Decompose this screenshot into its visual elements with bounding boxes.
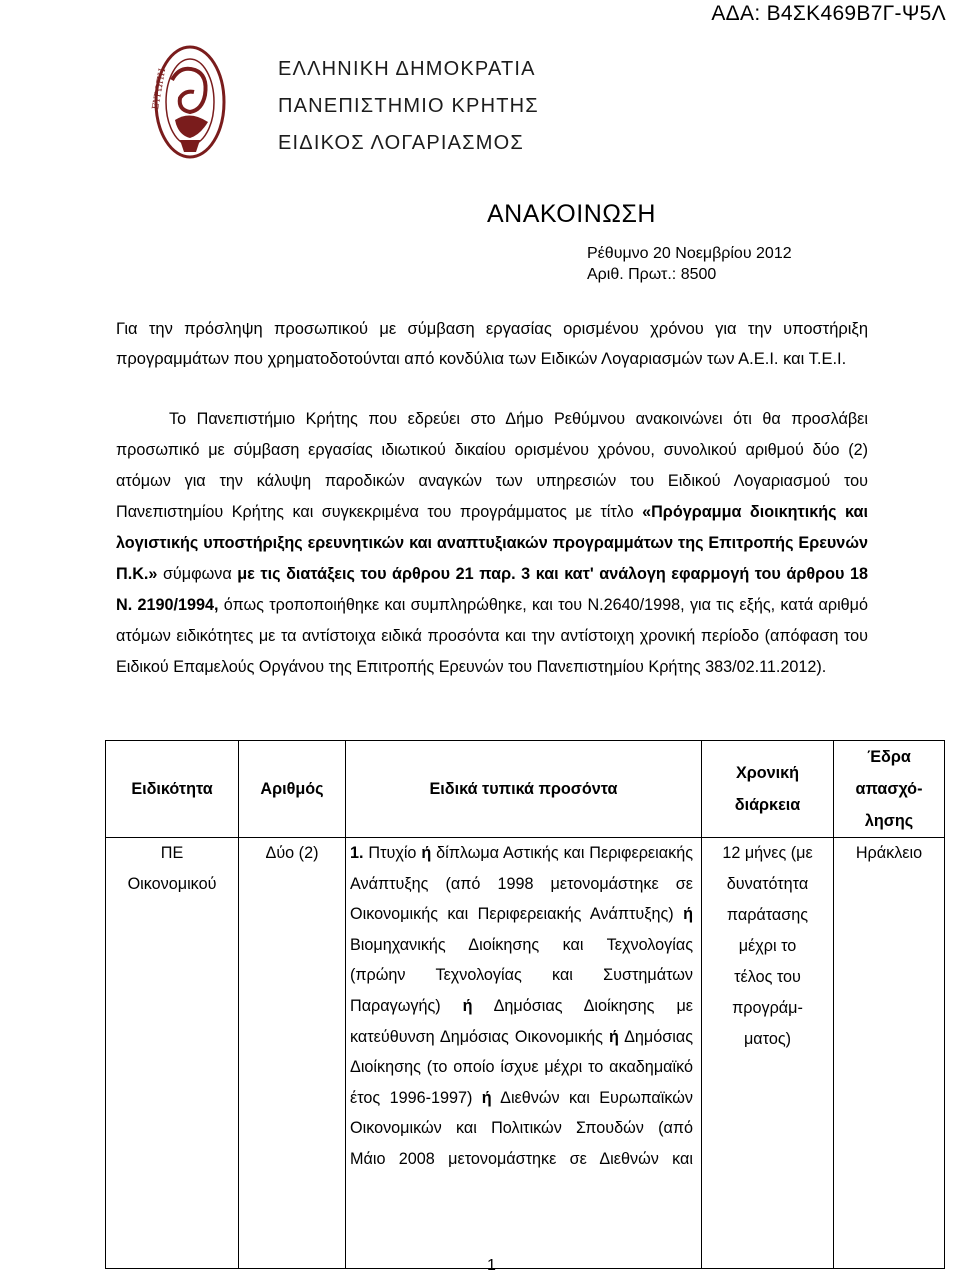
cell-specialty: ΠΕ Οικονομικού [106,838,239,1269]
header-line-3: ΕΙΔΙΚΟΣ ΛΟΓΑΡΙΑΣΜΟΣ [278,132,524,154]
col-number: Αριθμός [239,741,346,838]
university-emblem-icon [150,40,230,170]
header-line-1: ΕΛΛΗΝΙΚΗ ΔΗΜΟΚΡΑΤΙΑ [278,58,536,80]
cell-duration: 12 μήνες (με δυνατότητα παράτασης μέχρι το τέλος του προγράμ- ματος) [702,838,834,1269]
page-number: 1 [487,1257,496,1274]
table-header-row [106,741,945,838]
header-line-2: ΠΑΝΕΠΙΣΤΗΜΙΟ ΚΡΗΤΗΣ [278,95,539,117]
cell-number: Δύο (2) [239,838,346,1269]
document-date: Ρέθυμνο 20 Νοεμβρίου 2012 [587,245,792,262]
col-seat: Έδρα απασχό- λησης [834,741,945,838]
document-title: ΑΝΑΚΟΙΝΩΣΗ [487,200,656,228]
table-row [106,838,945,1269]
col-duration: Χρονική διάρκεια [702,741,834,838]
svg-text:ΕΥΡΩΠΗ: ΕΥΡΩΠΗ [151,67,169,111]
cell-seat: Ηράκλειο [834,838,945,1269]
body-paragraph: Το Πανεπιστήμιο Κρήτης που εδρεύει στο Δήμο Ρεθύμνου ανακοινώνει ότι θα προσλάβει προσωπικό με σύμβαση εργασίας ιδιωτικού δικαίου ορισμένου χρόνου, συνολικού αριθμού δύο (2) ατόμων για την κάλυψη παροδικών αναγκών των υπηρεσιών του Ειδικού Λογαριασμού του Πανεπιστημίου Κρήτης και συγκεκριμένα του προγράμματος με τίτλο «Πρόγραμμα διοικητικής και λογιστικής υποστήριξης ερευνητικών και αναπτυξιακών προγραμμάτων της Επιτροπής Ερευνών Π.Κ.» σύμφωνα με τις διατάξεις του άρθρου 21 παρ. 3 και κατ' ανάλογη εφαρμογή του άρθρου 18 Ν. 2190/1994, όπως τροποποιήθηκε και συμπληρώθηκε, και του Ν.2640/1998, για τις εξής, κατά αριθμό ατόμων ειδικότητες με τα αντίστοιχα ειδικά προσόντα και την αντίστοιχη χρονική περίοδο (απόφαση του Ειδικού Επαμελούς Οργάνου της Επιτροπής Ερευνών του Πανεπιστημίου Κρήτης 383/02.11.2012). [116,410,868,676]
cell-qualifications: 1. Πτυχίο ή δίπλωμα Αστικής και Περιφερειακής Ανάπτυξης (από 1998 μετονομάστηκε σε Οικονομικής και Περιφερειακής Ανάπτυξης) ή Βιομηχανικής Διοίκησης και Τεχνολογίας (πρώην Τεχνολογίας και Συστημάτων Παραγωγής) ή Δημόσιας Διοίκησης με κατεύθυνση Δημόσιας Οικονομικής ή Δημόσιας Διοίκησης (το οποίο ίσχυε μέχρι το ακαδημαϊκό έτος 1996-1997) ή Διεθνών και Ευρωπαϊκών Οικονομικών και Πολιτικών Σπουδών (από Μάιο 2008 μετονομάστηκε σε Διεθνών και [346,838,702,1269]
col-specialty: Ειδικότητα [106,741,239,838]
positions-table [105,740,945,1269]
ada-code: ΑΔΑ: Β4ΣΚ469Β7Γ-Ψ5Λ [711,2,946,25]
protocol-number: Αριθ. Πρωτ.: 8500 [587,266,717,283]
col-qualifications: Ειδικά τυπικά προσόντα [346,741,702,838]
subject-paragraph: Για την πρόσληψη προσωπικού με σύμβαση εργασίας ορισμένου χρόνου για την υποστήριξη προγραμμάτων που χρηματοδοτούνται από κονδύλια των Ειδικών Λογαριασμών των Α.Ε.Ι. και Τ.Ε.Ι. [116,320,868,368]
